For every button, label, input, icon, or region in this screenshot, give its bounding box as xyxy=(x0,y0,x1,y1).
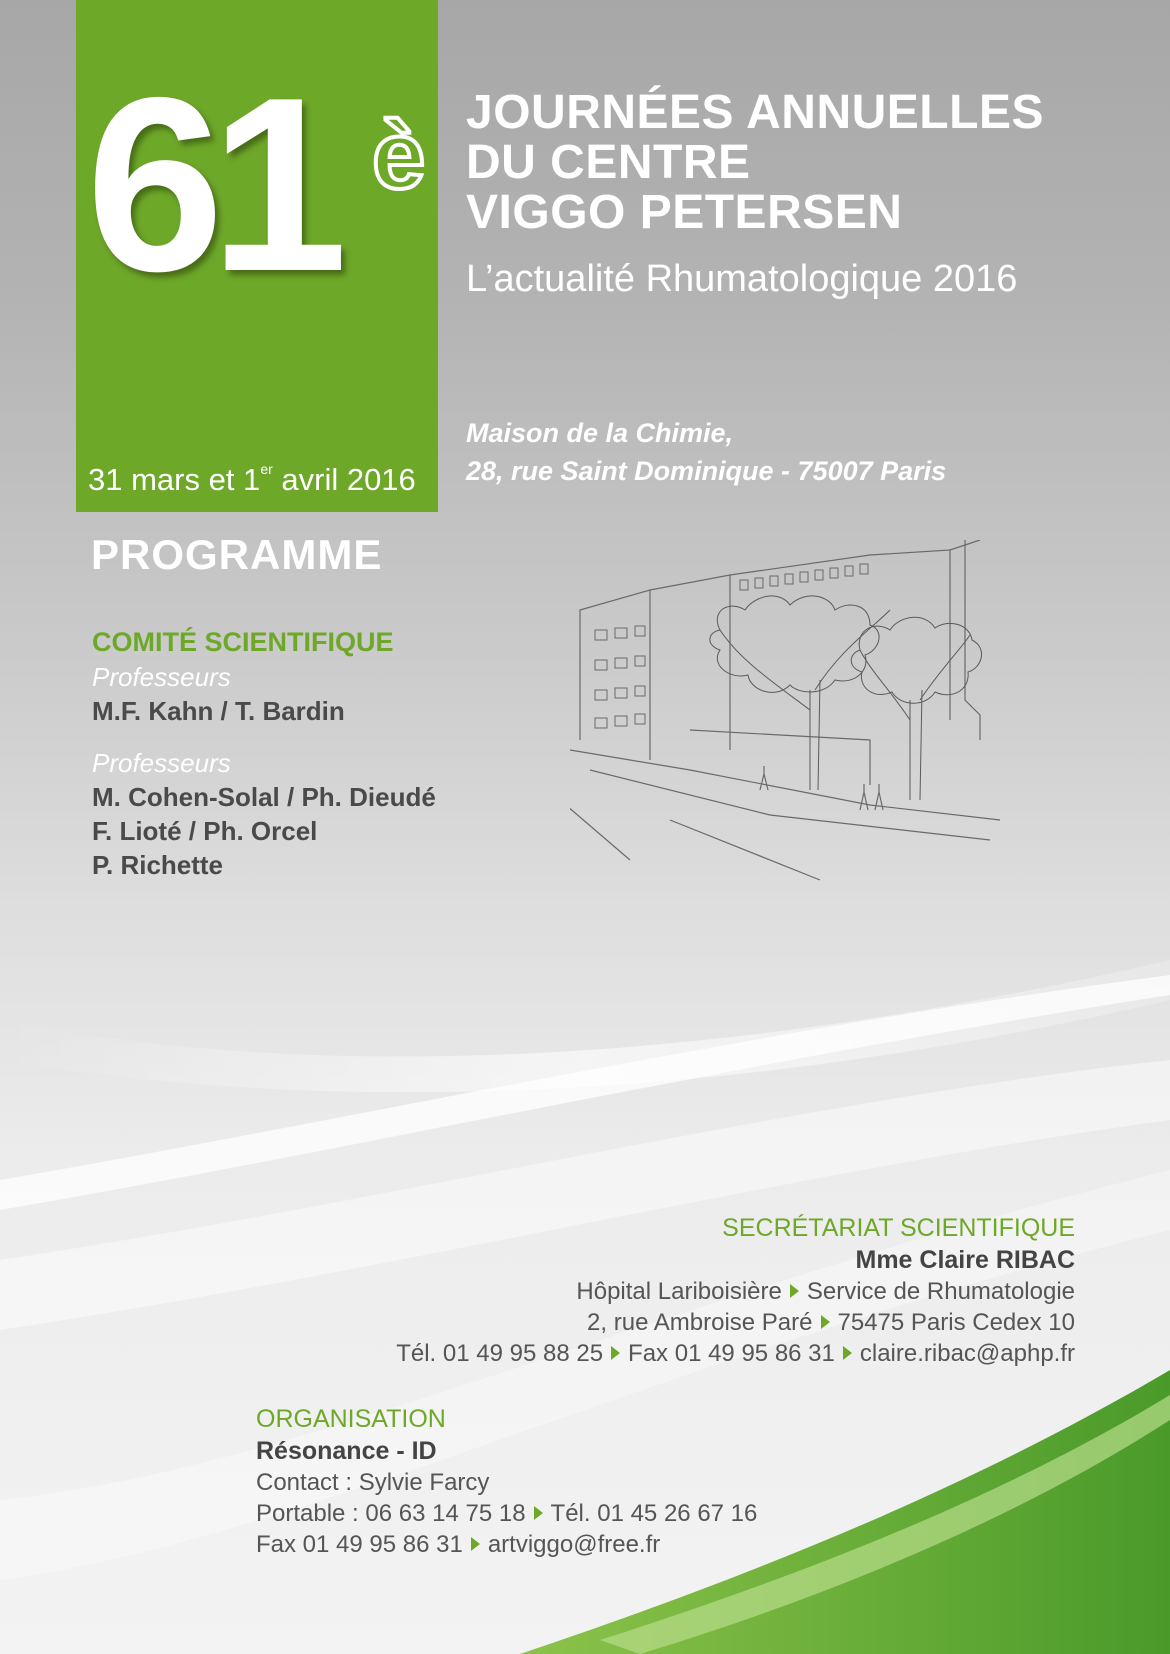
scientific-secretariat xyxy=(396,1212,1075,1369)
event-subtitle: L’actualité Rhumatologique 2016 xyxy=(466,258,1018,300)
secretariat-service: Service de Rhumatologie xyxy=(806,1278,1075,1305)
organisation-contact: Contact : Sylvie Farcy xyxy=(256,1469,490,1496)
committee-name: P. Richette xyxy=(92,850,224,880)
secretariat-hospital: Hôpital Lariboisière xyxy=(576,1278,782,1305)
triangle-right-icon xyxy=(534,1506,543,1520)
triangle-right-icon xyxy=(471,1537,480,1551)
organisation-fax-line xyxy=(256,1529,757,1560)
building-sketch xyxy=(570,540,1040,920)
triangle-right-icon xyxy=(843,1346,852,1360)
triangle-right-icon xyxy=(821,1315,830,1329)
organisation-mobile: Portable : 06 63 14 75 18 xyxy=(256,1500,526,1527)
venue-line-2: 28, rue Saint Dominique - 75007 Paris xyxy=(466,456,947,486)
secretariat-address-line xyxy=(396,1307,1075,1338)
secretariat-fax: Fax 01 49 95 86 31 xyxy=(628,1340,835,1367)
title-line-3: VIGGO PETERSEN xyxy=(466,186,903,239)
committee-name: M.F. Kahn / T. Bardin xyxy=(92,696,345,726)
committee-name: F. Lioté / Ph. Orcel xyxy=(92,816,318,846)
title-line-1: JOURNÉES ANNUELLES xyxy=(466,86,1044,139)
venue-line-1: Maison de la Chimie, xyxy=(466,418,734,448)
event-dates xyxy=(88,462,416,495)
organisation-fax: Fax 01 49 95 86 31 xyxy=(256,1531,463,1558)
edition-number: 61 xyxy=(86,45,334,323)
organisation-title: ORGANISATION xyxy=(256,1405,446,1433)
secretariat-title: SECRÉTARIAT SCIENTIFIQUE xyxy=(722,1214,1075,1242)
programme-heading: PROGRAMME xyxy=(91,531,383,578)
secretariat-email[interactable]: claire.ribac@aphp.fr xyxy=(859,1340,1075,1367)
organisation xyxy=(256,1403,757,1560)
committee-title: COMITÉ SCIENTIFIQUE xyxy=(92,627,394,657)
secretariat-hospital-line xyxy=(396,1276,1075,1307)
edition-suffix: è xyxy=(372,102,426,209)
venue-address xyxy=(466,414,946,490)
secretariat-contact-line xyxy=(396,1338,1075,1369)
triangle-right-icon xyxy=(611,1346,620,1360)
event-title xyxy=(466,88,1044,238)
secretariat-street: 2, rue Ambroise Paré xyxy=(587,1309,813,1336)
organisation-phone-line xyxy=(256,1498,757,1529)
title-line-2: DU CENTRE xyxy=(466,136,751,189)
dates-sup: er xyxy=(260,461,273,477)
dates-start: 31 mars et 1 xyxy=(88,462,261,497)
committee-name: M. Cohen-Solal / Ph. Dieudé xyxy=(92,782,436,812)
secretariat-phone: Tél. 01 49 95 88 25 xyxy=(396,1340,604,1367)
triangle-right-icon xyxy=(790,1284,799,1298)
organisation-phone: Tél. 01 45 26 67 16 xyxy=(550,1500,758,1527)
secretariat-name: Mme Claire RIBAC xyxy=(855,1246,1075,1274)
secretariat-city: 75475 Paris Cedex 10 xyxy=(837,1309,1075,1336)
organisation-name: Résonance - ID xyxy=(256,1437,437,1465)
committee-group2-label: Professeurs xyxy=(92,748,231,778)
dates-end: avril 2016 xyxy=(272,462,416,497)
committee-group1-label: Professeurs xyxy=(92,662,231,692)
organisation-email[interactable]: artviggo@free.fr xyxy=(487,1531,661,1558)
scientific-committee xyxy=(92,624,436,882)
